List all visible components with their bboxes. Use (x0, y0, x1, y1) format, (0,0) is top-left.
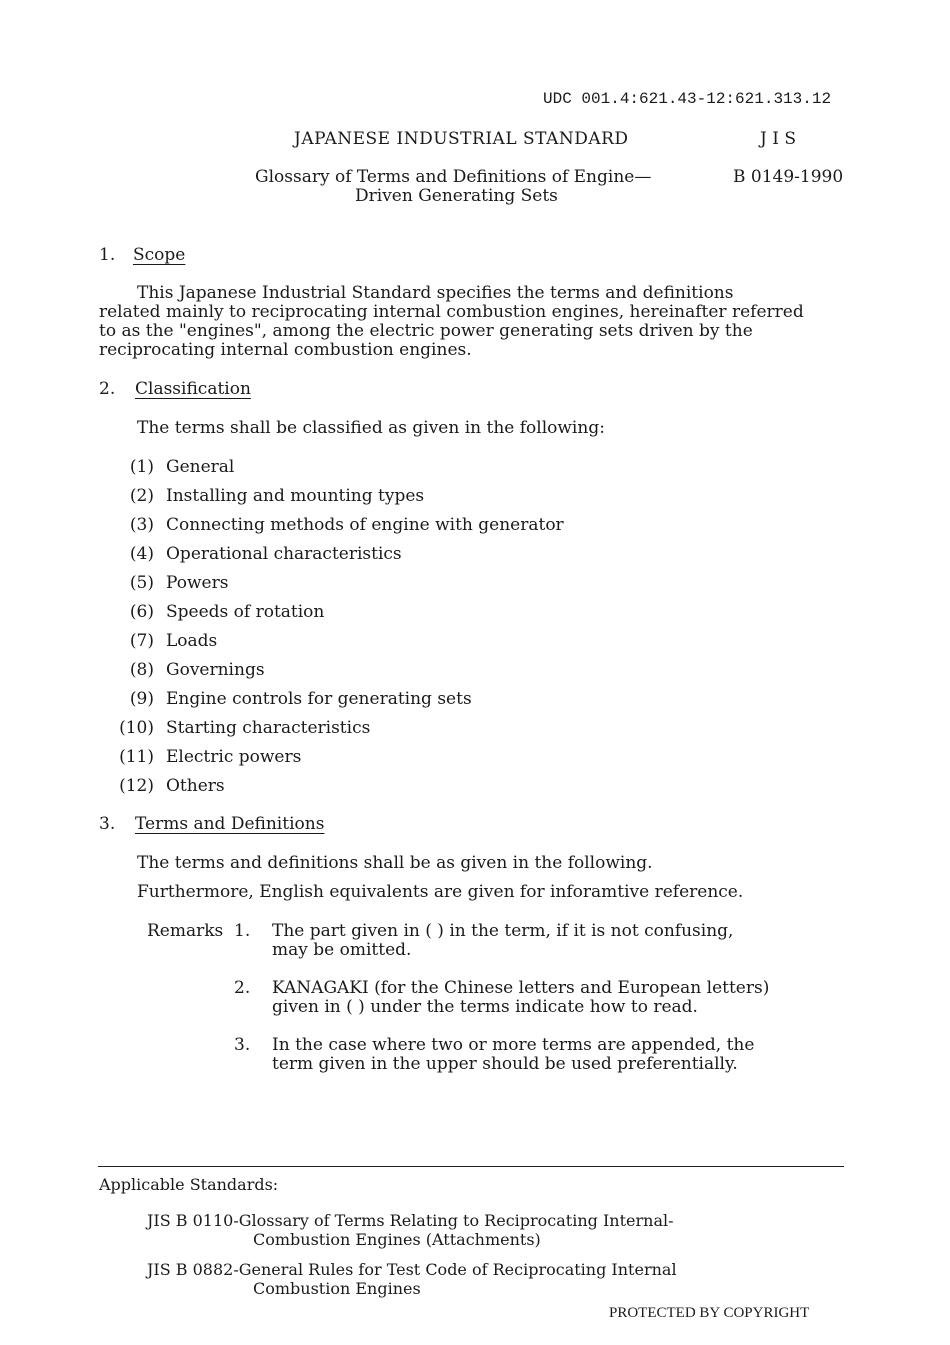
classification-item-number: (7) (129, 631, 154, 651)
classification-item (98, 486, 425, 506)
classification-item-number: (10) (119, 718, 154, 738)
remark-number: 1. (234, 921, 251, 941)
classification-item-number: (3) (129, 515, 154, 535)
classification-item-text: Starting characteristics (166, 718, 371, 738)
classification-item (98, 544, 402, 564)
classification-item-text: Powers (166, 573, 229, 593)
copyright-notice: PROTECTED BY COPYRIGHT (609, 1305, 810, 1321)
remark-number: 2. (234, 978, 251, 998)
classification-item (98, 660, 265, 680)
applicable-standard-line: Combustion Engines (Attachments) (253, 1230, 541, 1249)
classification-item-number: (1) (129, 457, 154, 477)
classification-item-text: Speeds of rotation (166, 602, 325, 622)
footer-divider (98, 1166, 844, 1167)
classification-item-number: (11) (119, 747, 154, 767)
classification-item-text: General (166, 457, 235, 477)
applicable-standards-label: Applicable Standards: (99, 1175, 279, 1194)
section-1-number: 1. (99, 245, 116, 265)
scope-line-3: to as the "engines", among the electric power generating sets driven by the (99, 321, 753, 341)
classification-item-text: Loads (166, 631, 218, 651)
classification-item-number: (8) (129, 660, 154, 680)
classification-item (98, 747, 302, 767)
section-3-heading: Terms and Definitions (135, 814, 325, 834)
section-1-heading: Scope (133, 245, 186, 265)
classification-item-number: (2) (129, 486, 154, 506)
section-2-number: 2. (99, 379, 116, 399)
classification-item-number: (6) (129, 602, 154, 622)
remark-line: KANAGAKI (for the Chinese letters and European letters) (272, 978, 770, 998)
title-line-2: Driven Generating Sets (355, 186, 558, 206)
remark-line: In the case where two or more terms are appended, the (272, 1035, 755, 1055)
remark-line: given in ( ) under the terms indicate how to read. (272, 997, 698, 1017)
classification-item-number: (12) (119, 776, 154, 796)
scope-line-2: related mainly to reciprocating internal combustion engines, hereinafter referred (99, 302, 804, 322)
classification-item (98, 776, 225, 796)
classification-intro: The terms shall be classified as given in the following: (137, 418, 605, 438)
terms-intro-line-1: The terms and definitions shall be as given in the following. (137, 853, 653, 873)
section-2-heading: Classification (135, 379, 251, 399)
applicable-standard-line: Combustion Engines (253, 1279, 421, 1298)
classification-item-text: Installing and mounting types (166, 486, 425, 506)
title-line-1: Glossary of Terms and Definitions of Engine— (255, 167, 652, 187)
classification-item (98, 631, 218, 651)
remark-line: The part given in ( ) in the term, if it is not confusing, (272, 921, 734, 941)
standard-number: B 0149-1990 (733, 167, 844, 187)
classification-item-text: Connecting methods of engine with generator (166, 515, 564, 535)
udc-code: UDC 001.4:621.43-12:621.313.12 (543, 90, 832, 108)
standard-name: JAPANESE INDUSTRIAL STANDARD (294, 129, 629, 149)
remark-line: term given in the upper should be used preferentially. (272, 1054, 738, 1074)
terms-intro-line-2: Furthermore, English equivalents are given for inforamtive reference. (137, 882, 744, 902)
remarks-label: Remarks (147, 921, 224, 941)
scope-line-4: reciprocating internal combustion engines. (99, 340, 472, 360)
classification-item-text: Governings (166, 660, 265, 680)
classification-item-text: Electric powers (166, 747, 302, 767)
classification-item-number: (4) (129, 544, 154, 564)
classification-item-text: Operational characteristics (166, 544, 402, 564)
classification-item (98, 602, 325, 622)
applicable-standard-line: JIS B 0882-General Rules for Test Code of Reciprocating Internal (147, 1260, 677, 1279)
remark-number: 3. (234, 1035, 251, 1055)
classification-item (98, 457, 235, 477)
classification-item (98, 515, 564, 535)
jis-mark: J I S (760, 129, 796, 149)
classification-item-text: Others (166, 776, 225, 796)
applicable-standard-line: JIS B 0110-Glossary of Terms Relating to Reciprocating Internal- (147, 1211, 674, 1230)
remark-line: may be omitted. (272, 940, 412, 960)
section-3-number: 3. (99, 814, 116, 834)
classification-item (98, 689, 472, 709)
classification-item-number: (9) (129, 689, 154, 709)
classification-item (98, 718, 371, 738)
classification-item-text: Engine controls for generating sets (166, 689, 472, 709)
scope-line-1: This Japanese Industrial Standard specifies the terms and definitions (137, 283, 734, 303)
classification-item-number: (5) (129, 573, 154, 593)
classification-item (98, 573, 229, 593)
